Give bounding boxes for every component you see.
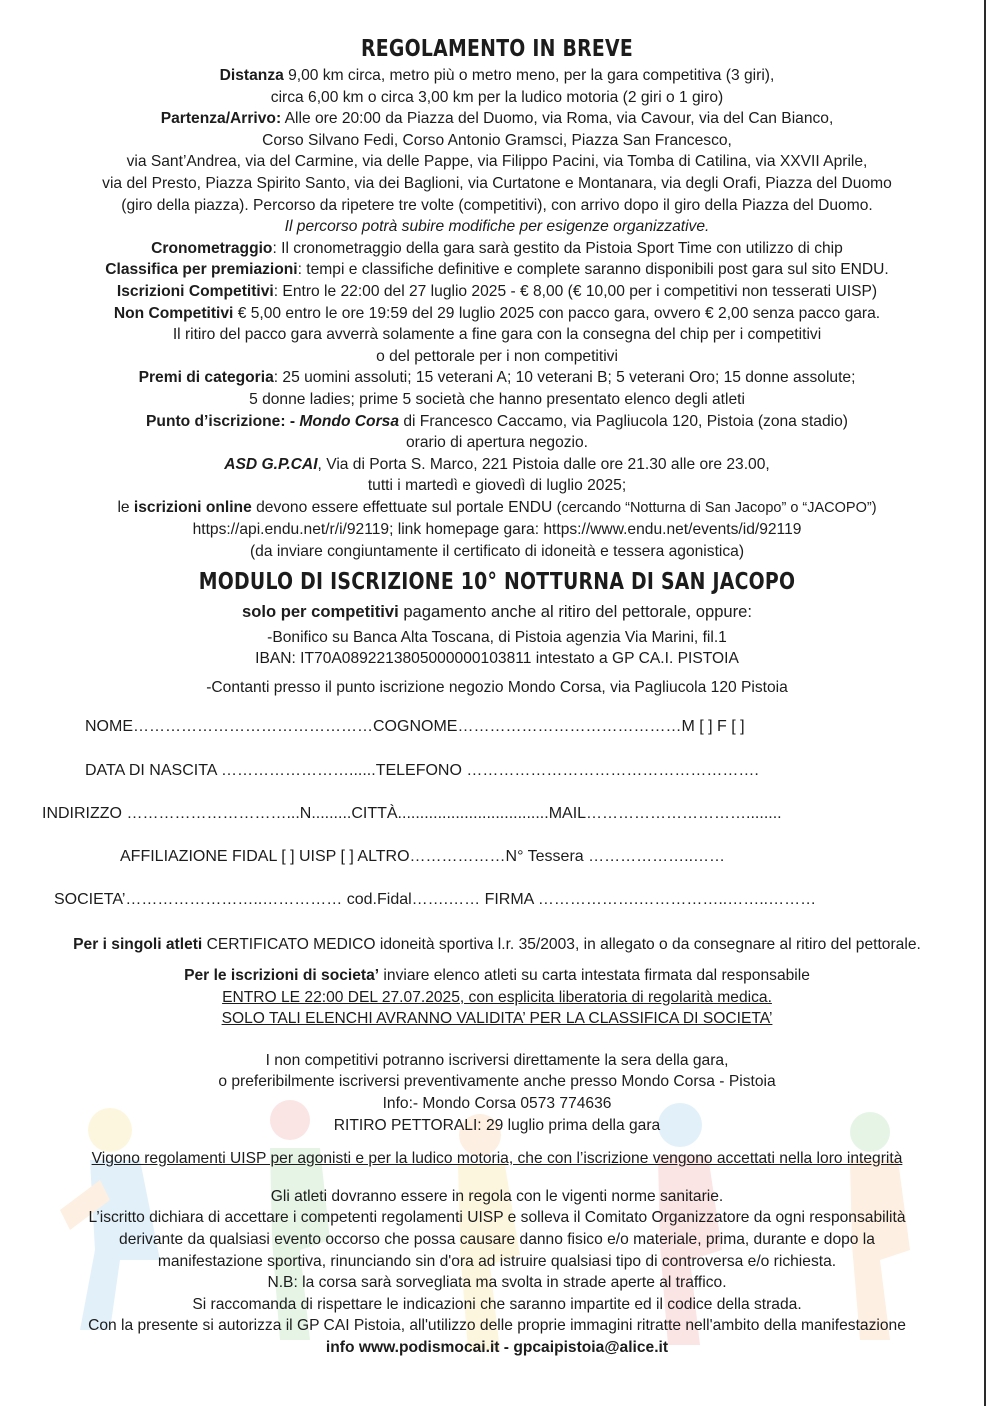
punto-line-3: ASD G.P.CAI, Via di Porta S. Marco, 221 Pistoia dalle ore 21.30 alle ore 23.00, <box>224 455 770 473</box>
iban-line: IBAN: IT70A0892213805000000103811 intestato a GP CA.I. PISTOIA <box>255 650 739 668</box>
solo-tali-line: SOLO TALI ELENCHI AVRANNO VALIDITA’ PER LA CLASSIFICA DI SOCIETA’ <box>221 1010 773 1028</box>
document-sheet <box>0 34 994 1359</box>
regolamento-title: REGOLAMENTO IN BREVE <box>361 36 633 62</box>
ritiro-pettorali: RITIRO PETTORALI: 29 luglio prima della gara <box>333 1116 661 1134</box>
percorso-note: Il percorso potrà subire modifiche per esigenze organizzative. <box>284 218 710 236</box>
non-competitivi-info-2: o preferibilmente iscriversi preventivamente anche presso Mondo Corsa - Pistoia <box>218 1073 776 1091</box>
premi-line-1: Premi di categoria: 25 uomini assoluti; 15 veterani A; 10 veterani B; 5 veterani Oro; 15 donne assolute; <box>138 369 856 387</box>
cronometraggio-line: Cronometraggio: Il cronometraggio della gara sarà gestito da Pistoia Sport Time con utilizzo di chip <box>151 239 843 257</box>
punto-line-1: Punto d’iscrizione: - Mondo Corsa di Francesco Caccamo, via Pagliucola 120, Pistoia (zona stadio) <box>146 412 848 430</box>
norme-line-3: derivante da qualsiasi evento occorso che possa causare danno fisico e/o materiale, prima, durante e dopo la <box>119 1230 875 1248</box>
norme-line-6: Si raccomanda di rispettare le indicazioni che saranno impartite ed il codice della strada. <box>192 1295 802 1313</box>
contact-line[interactable]: info www.podismocai.it - gpcaipistoia@alice.it <box>325 1338 669 1356</box>
form-row-nome[interactable]: NOME………………………………………COGNOME……………………………………M [ ] F [ ] <box>85 718 745 736</box>
norme-line-1: Gli atleti dovranno essere in regola con le vigenti norme sanitarie. <box>270 1187 724 1205</box>
form-row-indirizzo[interactable]: INDIRIZZO …………………………...N.........CITTÀ..................................MAIL…………………………........ <box>42 805 782 823</box>
norme-line-4: manifestazione sportiva, rinunciando sin d'ora ad istruire qualsiasi tipo di controversa e/o richiesta. <box>157 1252 837 1270</box>
info-phone: Info:- Mondo Corsa 0573 774636 <box>382 1095 612 1112</box>
punto-line-2: orario di apertura negozio. <box>405 434 589 452</box>
bonifico-line: -Bonifico su Banca Alta Toscana, di Pistoia agenzia Via Marini, fil.1 <box>267 628 727 646</box>
societa-line: Per le iscrizioni di societa’ inviare elenco atleti su carta intestata firmata dal responsabile <box>184 967 810 985</box>
solo-competitivi-line: solo per competitivi pagamento anche al ritiro del pettorale, oppure: <box>241 601 753 621</box>
distanza-line-1: Distanza 9,00 km circa, metro più o metro meno, per la gara competitiva (3 giri), <box>219 67 775 84</box>
modulo-title: MODULO DI ISCRIZIONE 10° NOTTURNA DI SAN JACOPO <box>198 568 796 595</box>
form-row-nascita[interactable]: DATA DI NASCITA ……………………......TELEFONO ………………………………………………. <box>85 762 759 780</box>
premi-line-2: 5 donne ladies; prime 5 società che hanno presentato elenco degli atleti <box>249 390 745 408</box>
norme-line-2: L’iscritto dichiara di accettare i competenti regolamenti UISP e solleva il Comitato Organizzatore da ogni responsabilità <box>88 1209 906 1227</box>
punto-line-4: tutti i martedì e giovedì di luglio 2025; <box>367 477 627 495</box>
contanti-line: -Contanti presso il punto iscrizione negozio Mondo Corsa, via Pagliucola 120 Pistoia <box>206 678 788 696</box>
classifica-line: Classifica per premiazioni: tempi e classifiche definitive e complete saranno disponibili post gara sul sito ENDU. <box>105 261 889 279</box>
distanza-line-2: circa 6,00 km o circa 3,00 km per la ludico motoria (2 giri o 1 giro) <box>270 88 724 106</box>
non-competitivi-line: Non Competitivi € 5,00 entro le ore 19:59 del 29 luglio 2025 con pacco gara, ovvero € 2,00 senza pacco gara. <box>113 304 881 322</box>
online-links[interactable]: https://api.endu.net/r/i/92119; link homepage gara: https://www.endu.net/events/id/92119 <box>192 521 802 539</box>
ritiro-line-1: Il ritiro del pacco gara avverrà solamente a fine gara con la consegna del chip per i competitivi <box>172 326 822 344</box>
entro-line: ENTRO LE 22:00 DEL 27.07.2025, con esplicita liberatoria di regolarità medica. <box>222 988 772 1006</box>
online-line: le iscrizioni online devono essere effettuate sul portale ENDU (cercando “Notturna di San Jacopo” o “JACOPO”) <box>117 498 877 516</box>
norme-line-5: N.B: la corsa sarà sorvegliata ma svolta in strade aperte al traffico. <box>267 1274 727 1292</box>
ritiro-line-2: o del pettorale per i non competitivi <box>376 347 618 365</box>
partenza-line-5: (giro della piazza). Percorso da ripetere tre volte (competitivi), con arrivo dopo il giro della Piazza del Duomo. <box>121 196 873 214</box>
form-row-affiliazione[interactable]: AFFILIAZIONE FIDAL [ ] UISP [ ] ALTRO………………N° Tessera ………………..…… <box>120 848 726 866</box>
registration-form <box>0 708 994 928</box>
partenza-line-1: Partenza/Arrivo: Alle ore 20:00 da Piazza del Duomo, via Roma, via Cavour, via del Can Bianco, <box>160 110 834 128</box>
partenza-line-2: Corso Silvano Fedi, Corso Antonio Gramsci, Piazza San Francesco, <box>262 131 732 149</box>
online-note: (da inviare congiuntamente il certificato di idoneità e tessera agonistica) <box>249 543 745 561</box>
iscrizioni-competitivi-line: Iscrizioni Competitivi: Entro le 22:00 del 27 luglio 2025 - € 8,00 (€ 10,00 per i competitivi non tesserati UISP) <box>116 282 878 300</box>
vigono-line: Vigono regolamenti UISP per agonisti e per la ludico motoria, che con l’iscrizione vengono accettati nella loro integrità <box>91 1150 903 1168</box>
non-competitivi-info-1: I non competitivi potranno iscriversi direttamente la sera della gara, <box>265 1051 729 1069</box>
form-row-societa[interactable]: SOCIETA’……………………..…………… cod.Fidal…….…… FIRMA ……………….……………..……..……… <box>54 891 817 909</box>
partenza-line-3: via Sant’Andrea, via del Carmine, via delle Pappe, via Filippo Pacini, via Tomba di Catilina, via XXVII Aprile, <box>126 153 868 171</box>
norme-line-7: Con la presente si autorizza il GP CAI Pistoia, all'utilizzo delle proprie immagini ritratte nell'ambito della manifestazione <box>88 1317 906 1335</box>
certificato-line: Per i singoli atleti CERTIFICATO MEDICO idoneità sportiva l.r. 35/2003, in allegato o da consegnare al ritiro del pettorale. <box>73 936 921 954</box>
partenza-line-4: via del Presto, Piazza Spirito Santo, via dei Baglioni, via Curtatone e Montanara, via degli Orafi, Piazza del Duomo <box>102 174 892 192</box>
